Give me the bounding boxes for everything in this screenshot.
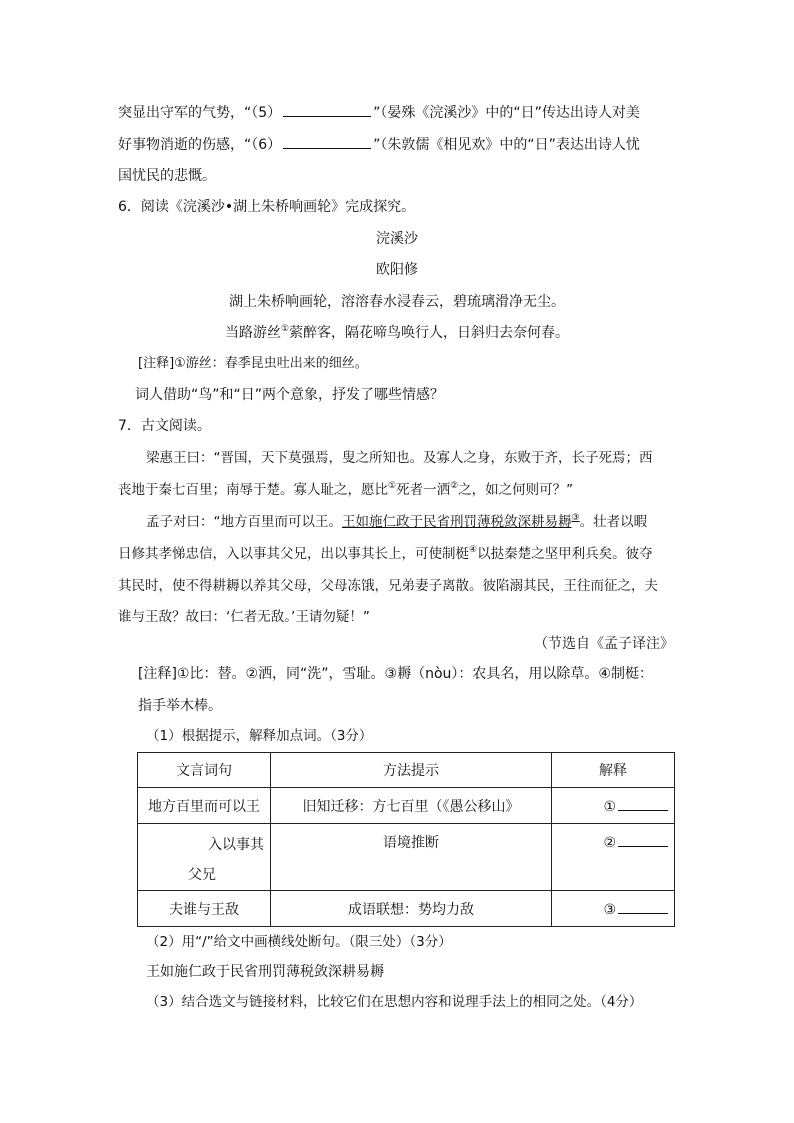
answer-blank-table-1[interactable] [618,796,668,811]
para2-line4: 谁与王敌？故曰：‘仁者无敌。’王请勿疑！” [118,609,370,625]
sub-question-2: （2）用“/”给文中画横线处断句。（限三处）（3分） [146,934,452,950]
para2-line1-b: 。壮者以暇 [579,514,648,530]
q7-heading: 7．古文阅读。 [118,418,211,434]
footnote-marker-2: ② [450,481,459,491]
table-cell-answer[interactable] [552,891,675,927]
sub-question-3: （3）结合选文与链接材料，比较它们在思想内容和说理手法上的相同之处。（4分） [146,994,643,1010]
para2-line1 [146,512,647,532]
para1-line2 [118,480,573,500]
answer-number-2: ② [603,835,616,851]
q6-heading: 6．阅读《浣溪沙•湖上朱桥响画轮》完成探究。 [118,199,416,215]
table-cell-answer[interactable] [552,788,675,824]
footnote-marker-1: ① [388,481,397,491]
table-cell-hint: 旧知迁移：方七百里（《愚公移山》 [271,788,552,824]
para2-line2-b: 以挞秦楚之坚甲利兵矣。彼夺 [477,546,653,562]
footnote-marker-4: ④ [469,545,478,555]
answer-blank-5[interactable] [283,102,371,117]
para2-line2 [118,544,653,564]
sub-question-2-passage[interactable]: 王如施仁政于民省刑罚薄税敛深耕易耨 [146,964,384,980]
table-row [138,891,675,927]
table-cell-phrase: 地方百里而可以王 [138,788,271,824]
answer-blank-table-3[interactable] [618,899,668,914]
q5-line2-text-b: ”（朱敦儒《相见欢》中的“日”表达出诗人忧 [373,137,640,153]
phrase-line-1: 入以事其 [208,837,264,853]
q5-line2 [118,134,640,155]
q6-note: [注释]①游丝：春季昆虫吐出来的细丝。 [138,356,368,371]
q5-line2-text-a: 好事物消逝的伤感，“（6） [118,137,282,153]
table-cell-answer[interactable] [552,824,675,891]
poem-line-2-a: 当路游丝 [224,325,281,341]
poem-line-1: 湖上朱桥响画轮，溶溶春水浸春云，碧琉璃滑净无尘。 [229,294,565,310]
table-row [138,788,675,824]
para1-line2-a: 丧地于秦七百里；南辱于楚。寡人耻之，愿比 [118,482,388,498]
q7-note-line2: 指手举木棒。 [138,698,222,714]
poem-title: 浣溪沙 [376,231,418,247]
table-header-cell: 文言词句 [138,753,271,788]
poem-line-2-b: 萦醉客，隔花啼鸟唤行人，日斜归去奈何春。 [289,325,570,341]
para2-line1-a: 孟子对曰：“地方百里而可以王。 [146,514,342,530]
answer-number-3: ③ [603,902,616,918]
answer-blank-6[interactable] [283,134,371,149]
q5-line1-text-b: ”（晏殊《浣溪沙》中的“日”传达出诗人对美 [373,105,640,121]
table-header-row [138,753,675,788]
q5-line1-text-a: 突显出守军的气势，“（5） [118,105,282,121]
table-row [138,824,675,891]
table-cell-phrase [138,824,271,891]
table-cell-hint: 成语联想：势均力敌 [271,891,552,927]
poem-author: 欧阳修 [376,262,418,278]
q7-note-line1: [注释]①比：替。②洒，同“洗”，雪耻。③耨（nòu）：农具名，用以除草。④制梃： [138,666,653,682]
explanation-table [137,752,675,927]
footnote-marker-1: ① [280,324,290,334]
q6-question: 词人借助“鸟”和“日”两个意象，抒发了哪些情感？ [135,387,445,403]
poem-line-2 [0,323,794,343]
para2-line3: 其民时，使不得耕耨以养其父母，父母冻饿，兄弟妻子离散。彼陷溺其民，王往而征之，夫 [118,578,658,594]
para2-line2-a: 日修其孝悌忠信，入以事其父兄，出以事其长上，可使制梃 [118,546,469,562]
table-cell-hint: 语境推断 [271,824,552,891]
q5-line3: 国忧民的悲慨。 [118,168,216,184]
answer-blank-table-2[interactable] [618,832,668,847]
para1-line2-c: 之，如之何则可？” [458,482,574,498]
phrase-line-2: 父兄 [188,867,216,883]
underlined-passage: 王如施仁政于民省刑罚薄税敛深耕易耨 [342,514,572,530]
q5-line1 [118,102,640,123]
sub-question-1: （1）根据提示，解释加点词。（3分） [146,728,373,744]
answer-number-1: ① [603,799,616,815]
footnote-marker-3: ③ [571,513,580,523]
source-citation: （节选自《孟子译注》 [534,636,674,652]
table-cell-phrase: 夫谁与王敌 [138,891,271,927]
table-header-cell: 方法提示 [271,753,552,788]
para1-line1: 梁惠王曰：“晋国，天下莫强焉，叟之所知也。及寡人之身，东败于齐，长子死焉；西 [146,450,653,466]
para1-line2-b: 死者一洒 [396,482,451,498]
table-header-cell: 解释 [552,753,675,788]
